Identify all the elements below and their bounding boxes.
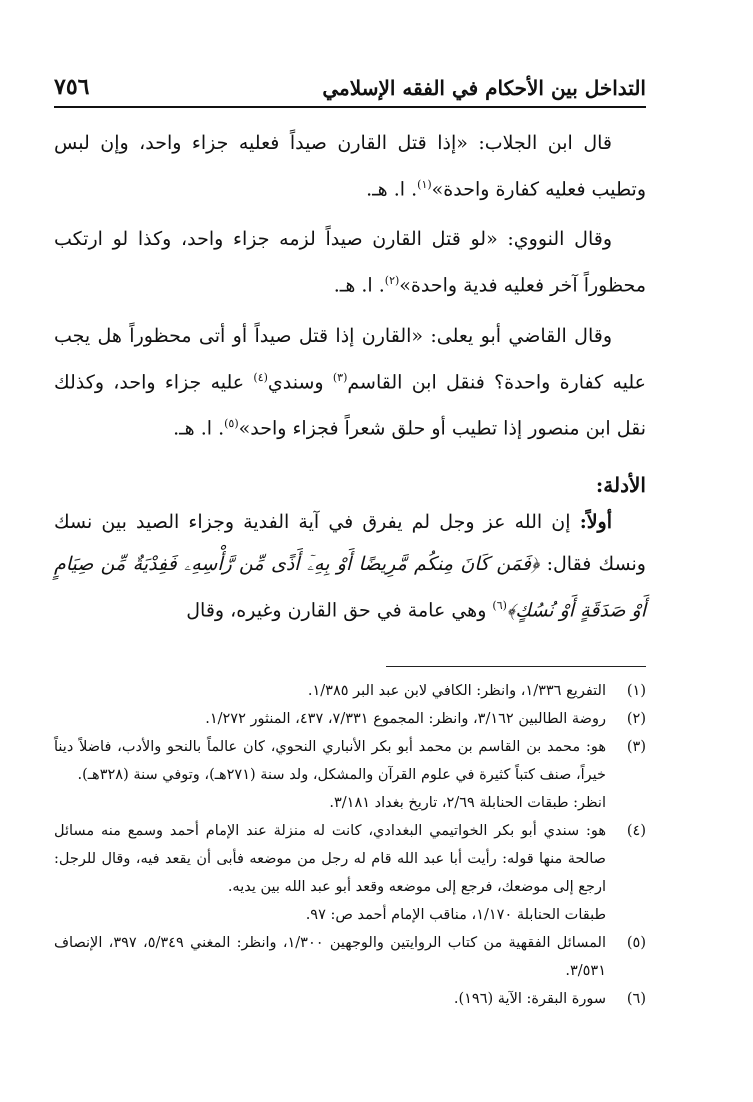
footnote-number: (٣) — [626, 738, 646, 755]
paragraph-text: وسندي — [267, 370, 333, 393]
book-page — [54, 58, 646, 1013]
footnote-ref: (٢) — [384, 274, 400, 288]
paragraph-tail: . ا. هـ. — [333, 274, 385, 297]
footnote-line: التفريع ١/٣٣٦، وانظر: الكافي لابن عبد البر ١/٣٨٥. — [307, 682, 606, 699]
footnote-ref: (٣) — [332, 370, 348, 384]
paragraph-tail: . ا. هـ. — [173, 417, 225, 440]
paragraph-text: عليه جزاء واحد، وكذلك نقل ابن منصور إذا تطيب أو حلق شعراً فجزاء واحد» — [54, 370, 646, 440]
footnote-ref: (٦) — [492, 599, 507, 613]
footnote-text — [54, 985, 606, 1013]
footnote-number: (٥) — [626, 934, 646, 951]
paragraph-text: إن الله عز وجل لم يفرق في آية الفدية وجزاء الصيد بين نسك ونسك فقال: — [54, 511, 646, 576]
footnote-ref: (١) — [417, 178, 432, 191]
footnote — [54, 985, 646, 1013]
paragraph-tail: . ا. هـ. — [366, 178, 418, 201]
footnote-line: المسائل الفقهية من كتاب الروايتين والوجهين ١/٣٠٠، وانظر: المغني ٥/٣٤٩، ٣٩٧، الإنصاف ٣/٥٣١. — [54, 934, 606, 979]
footnote-line: انظر: طبقات الحنابلة ٢/٦٩، تاريخ بغداد ٣/١٨١. — [329, 794, 606, 811]
footnote-line: روضة الطالبين ٣/١٦٢، وانظر: المجموع ٧/٣٣١، ٤٣٧، المنثور ١/٢٧٢. — [205, 710, 606, 727]
footnote-text — [54, 677, 606, 705]
footnote-text — [54, 733, 606, 817]
footnote-line: سورة البقرة: الآية (١٩٦). — [453, 990, 606, 1007]
paragraph-ibn-al-jallab — [54, 122, 646, 210]
footnotes — [54, 677, 646, 1013]
evidence-lead: أولاً: — [579, 511, 612, 534]
paragraph-evidence — [54, 501, 646, 631]
footnote — [54, 929, 646, 985]
footnote-line: طبقات الحنابلة ١/١٧٠، مناقب الإمام أحمد ص: ٩٧. — [305, 906, 606, 923]
quran-verse: ﴿فَمَن كَانَ مِنكُم مَّرِيضًا أَوْ بِهِۦٓ أَذًى مِّن رَّأْسِهِۦ فَفِدْيَةٌ مِّن صِيَامٍ أَوْ صَدَقَةٍ أَوْ نُسُكٍ﴾ — [54, 553, 646, 622]
footnote-separator — [386, 666, 646, 667]
paragraph-text: وقال القاضي أبو يعلى: «القارن إذا قتل صيداً أو أتى محظوراً هل يجب عليه كفارة واحدة؟ فنقل ابن القاسم — [54, 324, 646, 393]
footnote-number: (٢) — [626, 710, 646, 727]
paragraph-text: وقال النووي: «لو قتل القارن صيداً لزمه جزاء واحد، وكذا لو ارتكب محظوراً آخر فعليه فدية واحدة» — [54, 228, 646, 297]
running-header — [54, 58, 646, 108]
footnote — [54, 677, 646, 705]
footnote-ref: (٥) — [224, 416, 239, 430]
footnote — [54, 705, 646, 733]
paragraph-text: قال ابن الجلاب: «إذا قتل القارن صيداً فعليه جزاء واحد، وإن لبس وتطيب فعليه كفارة واحدة» — [54, 132, 646, 201]
paragraph-nawawi — [54, 218, 646, 306]
footnote-ref: (٤) — [253, 370, 268, 384]
page-number: ٧٥٦ — [54, 74, 90, 100]
footnote-text — [54, 929, 606, 985]
footnote — [54, 817, 646, 929]
section-heading: الأدلة: — [595, 473, 646, 498]
paragraph-abu-yala — [54, 315, 646, 450]
footnote-number: (١) — [626, 682, 646, 699]
footnote-text — [54, 817, 606, 929]
footnote-text — [54, 705, 606, 733]
footnote-number: (٤) — [626, 822, 646, 839]
footnote — [54, 733, 646, 817]
footnote-line: هو: محمد بن القاسم بن محمد أبو بكر الأنباري النحوي، كان عالماً بالنحو والأدب، فاضلاً ديناً خيراً، صنف كتباً كثيرة في علوم القرآن والمشكل، ولد سنة (٢٧١هـ)، وتوفي سنة (٣٢٨هـ). — [54, 738, 606, 783]
footnote-line: هو: سندي أبو بكر الخواتيمي البغدادي، كانت له منزلة عند الإمام أحمد وسمع منه مسائل صالحة منها قوله: رأيت أبا عبد الله قام له رجل من موضعه فأبى أن يقعد فيه، وقال للرجل: ارجع إلى موضعك، فرجع إلى موضعه وقعد أبو عبد الله بين يديه. — [54, 822, 606, 895]
paragraph-text: وهي عامة في حق القارن وغيره، وقال — [186, 599, 493, 622]
running-title: التداخل بين الأحكام في الفقه الإسلامي — [322, 76, 646, 100]
footnote-number: (٦) — [626, 990, 646, 1007]
